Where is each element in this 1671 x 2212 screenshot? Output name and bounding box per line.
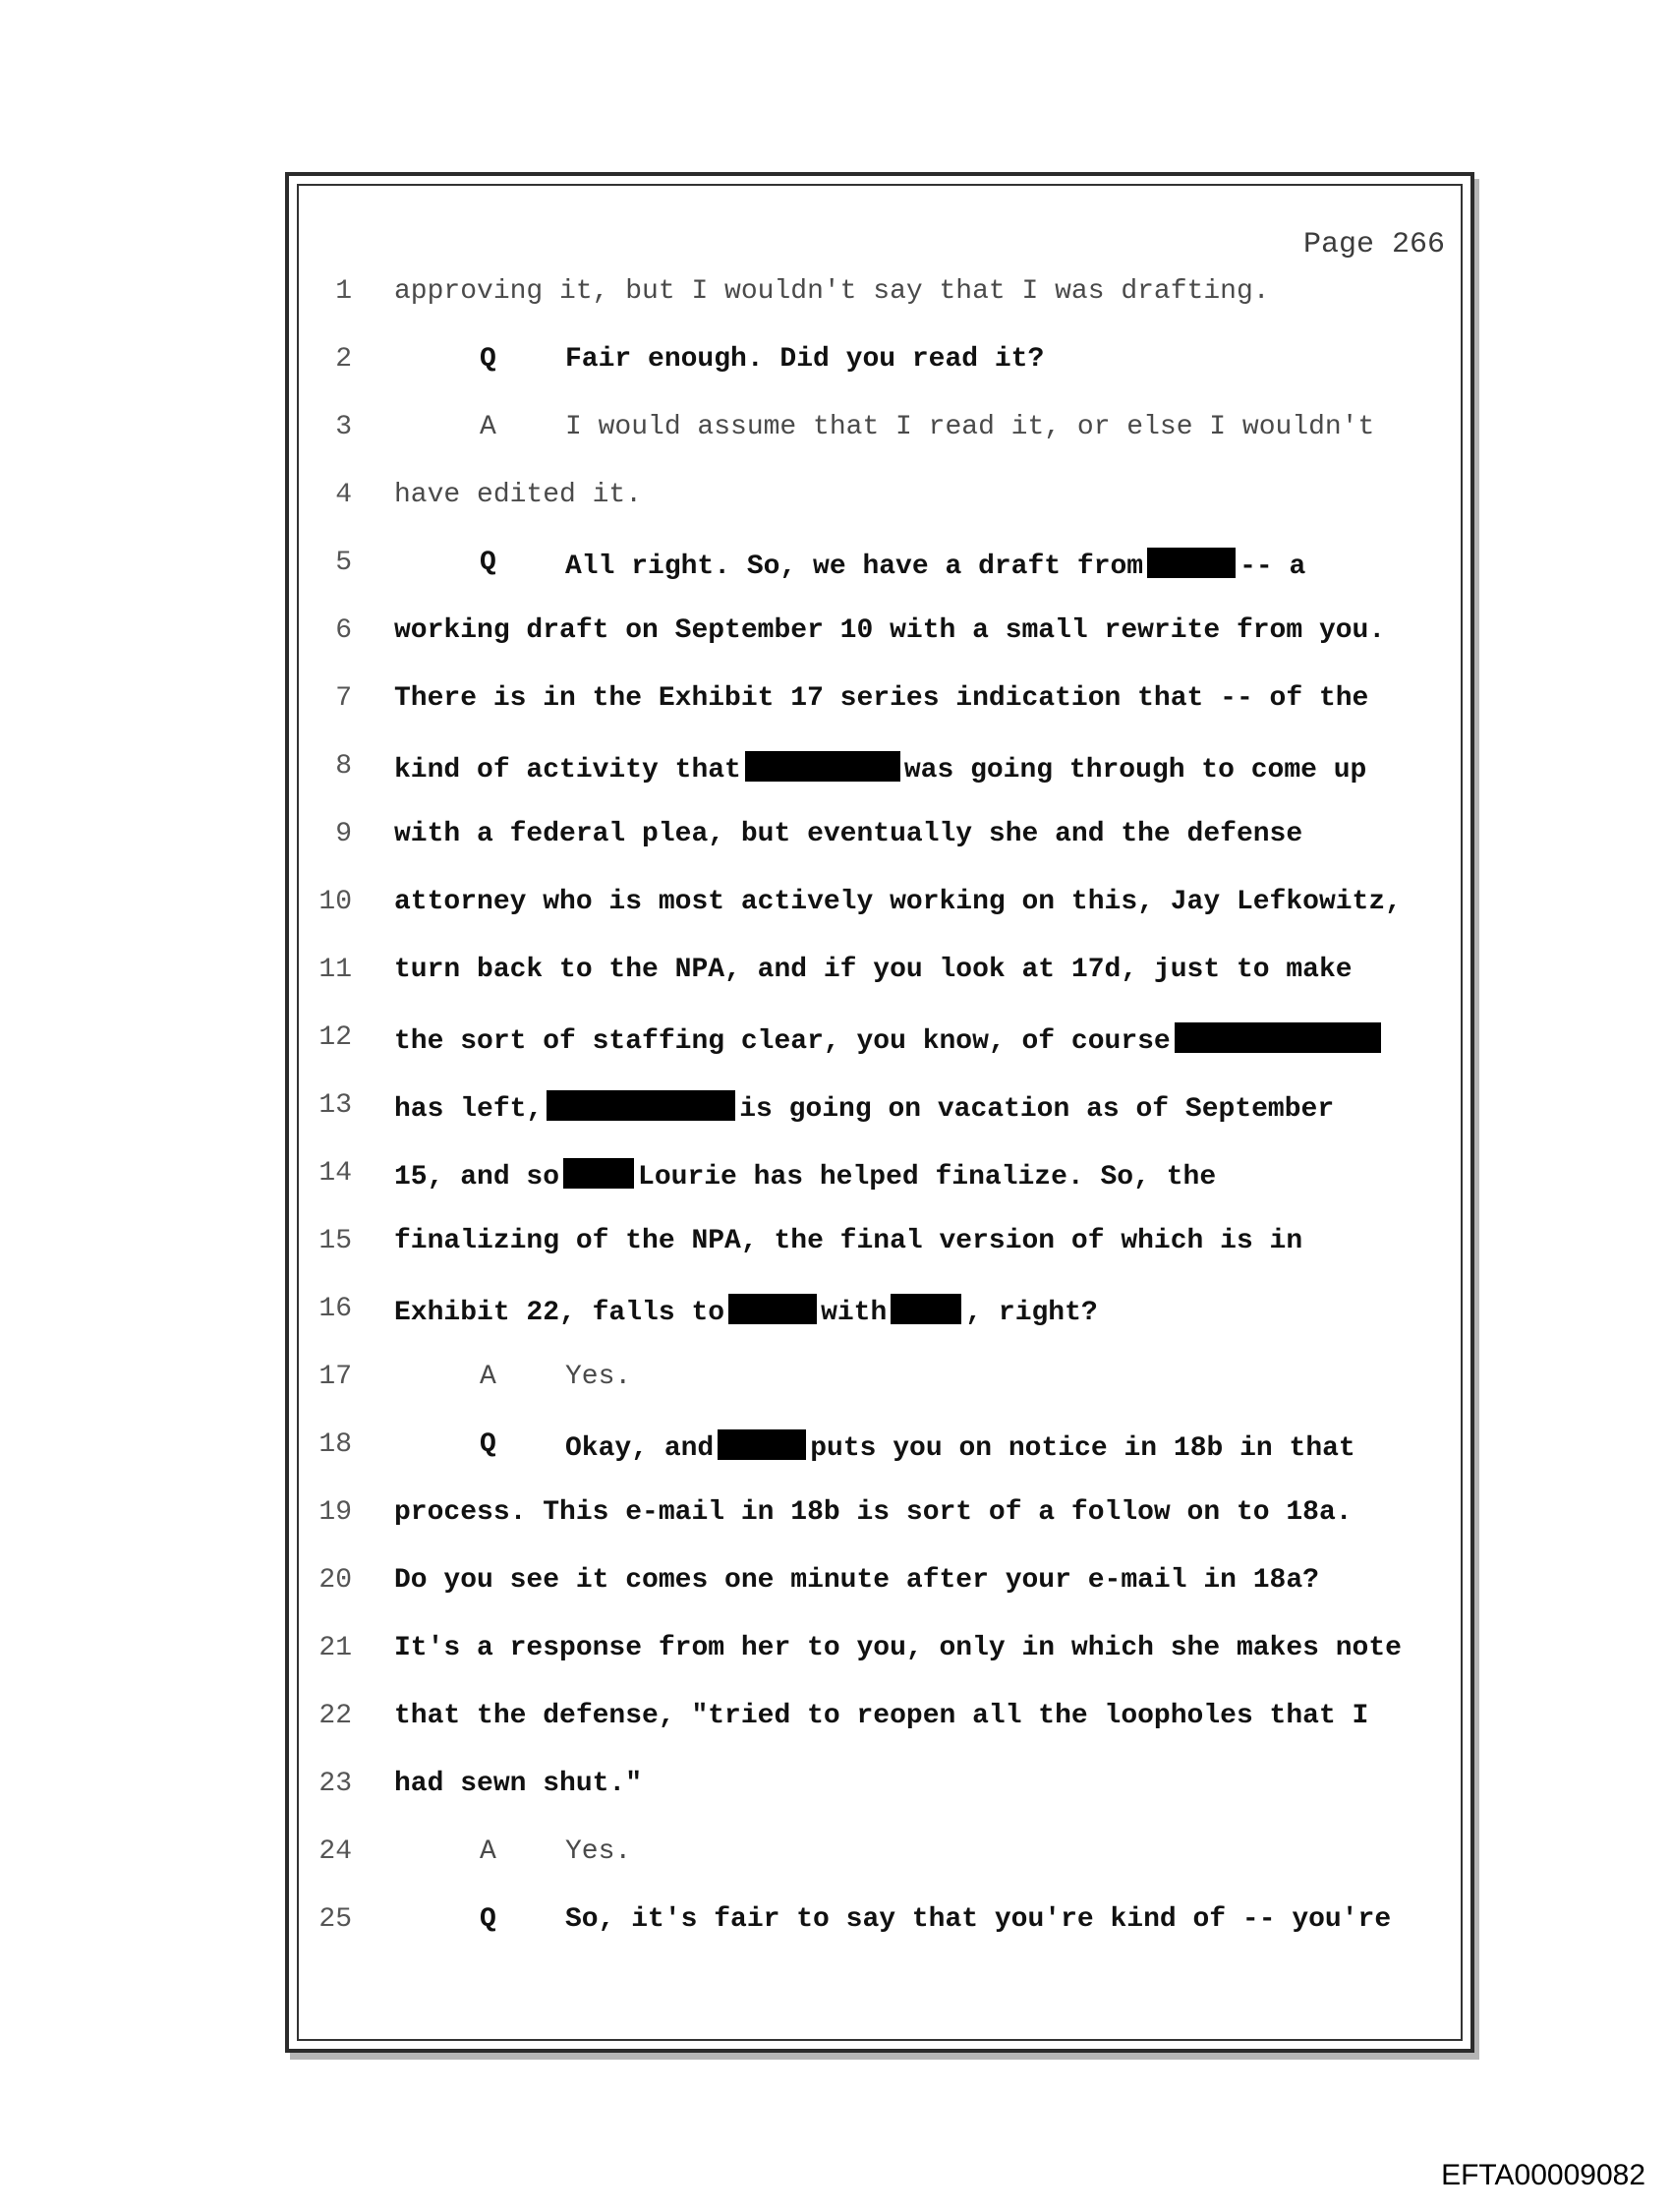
line-number: 1 [335,276,352,307]
transcript-line-23 [295,1769,1474,1816]
line-text: turn back to the NPA, and if you look at 17d, just to make [394,955,1353,985]
line-text: have edited it. [394,480,643,510]
line-text-group [394,1090,1334,1125]
redaction-block [547,1090,735,1121]
line-number: 6 [335,615,352,646]
line-number: 11 [318,955,352,985]
transcript-line-8 [295,751,1474,798]
transcript-line-13 [295,1090,1474,1137]
redaction-block [728,1294,817,1324]
line-number: 19 [318,1497,352,1528]
line-number: 16 [318,1294,352,1324]
speaker-label: A [480,1836,496,1867]
line-text-group [565,1429,1355,1464]
transcript-line-18 [295,1429,1474,1477]
line-text-group [565,548,1305,582]
line-text: So, it's fair to say that you're kind of -- you're [565,1904,1392,1935]
line-text: Yes. [565,1836,632,1867]
redaction-block [891,1294,961,1324]
transcript-line-1 [295,276,1474,323]
transcript-line-7 [295,683,1474,730]
transcript-line-5 [295,548,1474,595]
line-text-group [394,1022,1385,1057]
redaction-block [745,751,900,782]
line-number: 14 [318,1158,352,1189]
line-number: 17 [318,1362,352,1392]
line-text: with [821,1298,888,1328]
line-text: Lourie has helped finalize. So, the [638,1162,1217,1193]
line-text-group [394,751,1366,786]
transcript-line-10 [295,887,1474,934]
transcript-line-19 [295,1497,1474,1544]
transcript-line-20 [295,1565,1474,1612]
transcript-line-25 [295,1904,1474,1951]
document-id-footer: EFTA00009082 [1441,2159,1645,2191]
line-text: Okay, and [565,1433,715,1464]
line-number: 18 [318,1429,352,1460]
line-text: finalizing of the NPA, the final version of which is in [394,1226,1303,1256]
line-number: 15 [318,1226,352,1256]
line-text: process. This e-mail in 18b is sort of a follow on to 18a. [394,1497,1353,1528]
speaker-label: Q [480,344,496,375]
line-text: working draft on September 10 with a small rewrite from you. [394,615,1386,646]
line-number: 8 [335,751,352,782]
line-number: 10 [318,887,352,917]
line-text: All right. So, we have a draft from [565,552,1144,582]
speaker-label: A [480,1362,496,1392]
transcript-line-4 [295,480,1474,527]
redaction-block [563,1158,634,1189]
transcript-line-24 [295,1836,1474,1884]
line-text: with a federal plea, but eventually she and the defense [394,819,1303,849]
line-text: Fair enough. Did you read it? [565,344,1045,375]
line-text: I would assume that I read it, or else I wouldn't [565,412,1375,442]
line-text: had sewn shut." [394,1769,643,1799]
line-number: 21 [318,1633,352,1663]
line-text: the sort of staffing clear, you know, of course [394,1026,1171,1057]
line-text: is going on vacation as of September [739,1094,1335,1125]
line-text: Exhibit 22, falls to [394,1298,725,1328]
transcript-line-17 [295,1362,1474,1409]
transcript-line-21 [295,1633,1474,1680]
line-text: kind of activity that [394,755,741,786]
transcript-line-22 [295,1701,1474,1748]
line-text-group [394,1158,1216,1193]
line-number: 2 [335,344,352,375]
line-text: that the defense, "tried to reopen all the loopholes that I [394,1701,1369,1731]
line-text: was going through to come up [903,755,1367,786]
redaction-block [1175,1022,1381,1053]
line-number: 12 [318,1022,352,1053]
line-number: 3 [335,412,352,442]
line-number: 25 [318,1904,352,1935]
line-text: There is in the Exhibit 17 series indication that -- of the [394,683,1369,714]
line-number: 4 [335,480,352,510]
line-text-group [394,1294,1098,1328]
line-number: 9 [335,819,352,849]
line-text: Do you see it comes one minute after your e-mail in 18a? [394,1565,1319,1596]
speaker-label: Q [480,1904,496,1935]
line-text: has left, [394,1094,544,1125]
transcript-line-14 [295,1158,1474,1205]
speaker-label: A [480,412,496,442]
transcript-line-11 [295,955,1474,1002]
line-number: 23 [318,1769,352,1799]
speaker-label: Q [480,548,496,578]
line-text: -- a [1239,552,1306,582]
line-number: 24 [318,1836,352,1867]
line-number: 20 [318,1565,352,1596]
line-text: Yes. [565,1362,632,1392]
redaction-block [718,1429,806,1460]
transcript-line-15 [295,1226,1474,1273]
line-text: approving it, but I wouldn't say that I was drafting. [394,276,1270,307]
page-number-label: Page 266 [1302,228,1445,262]
redaction-block [1147,548,1236,578]
speaker-label: Q [480,1429,496,1460]
transcript-line-2 [295,344,1474,391]
line-text: , right? [965,1298,1098,1328]
transcript-line-3 [295,412,1474,459]
transcript-line-12 [295,1022,1474,1070]
transcript-line-9 [295,819,1474,866]
line-number: 22 [318,1701,352,1731]
line-text: attorney who is most actively working on this, Jay Lefkowitz, [394,887,1402,917]
line-text: It's a response from her to you, only in which she makes note [394,1633,1402,1663]
line-text: puts you on notice in 18b in that [810,1433,1355,1464]
transcript-line-6 [295,615,1474,663]
line-number: 13 [318,1090,352,1121]
line-text: 15, and so [394,1162,560,1193]
transcript-line-16 [295,1294,1474,1341]
line-number: 7 [335,683,352,714]
line-number: 5 [335,548,352,578]
